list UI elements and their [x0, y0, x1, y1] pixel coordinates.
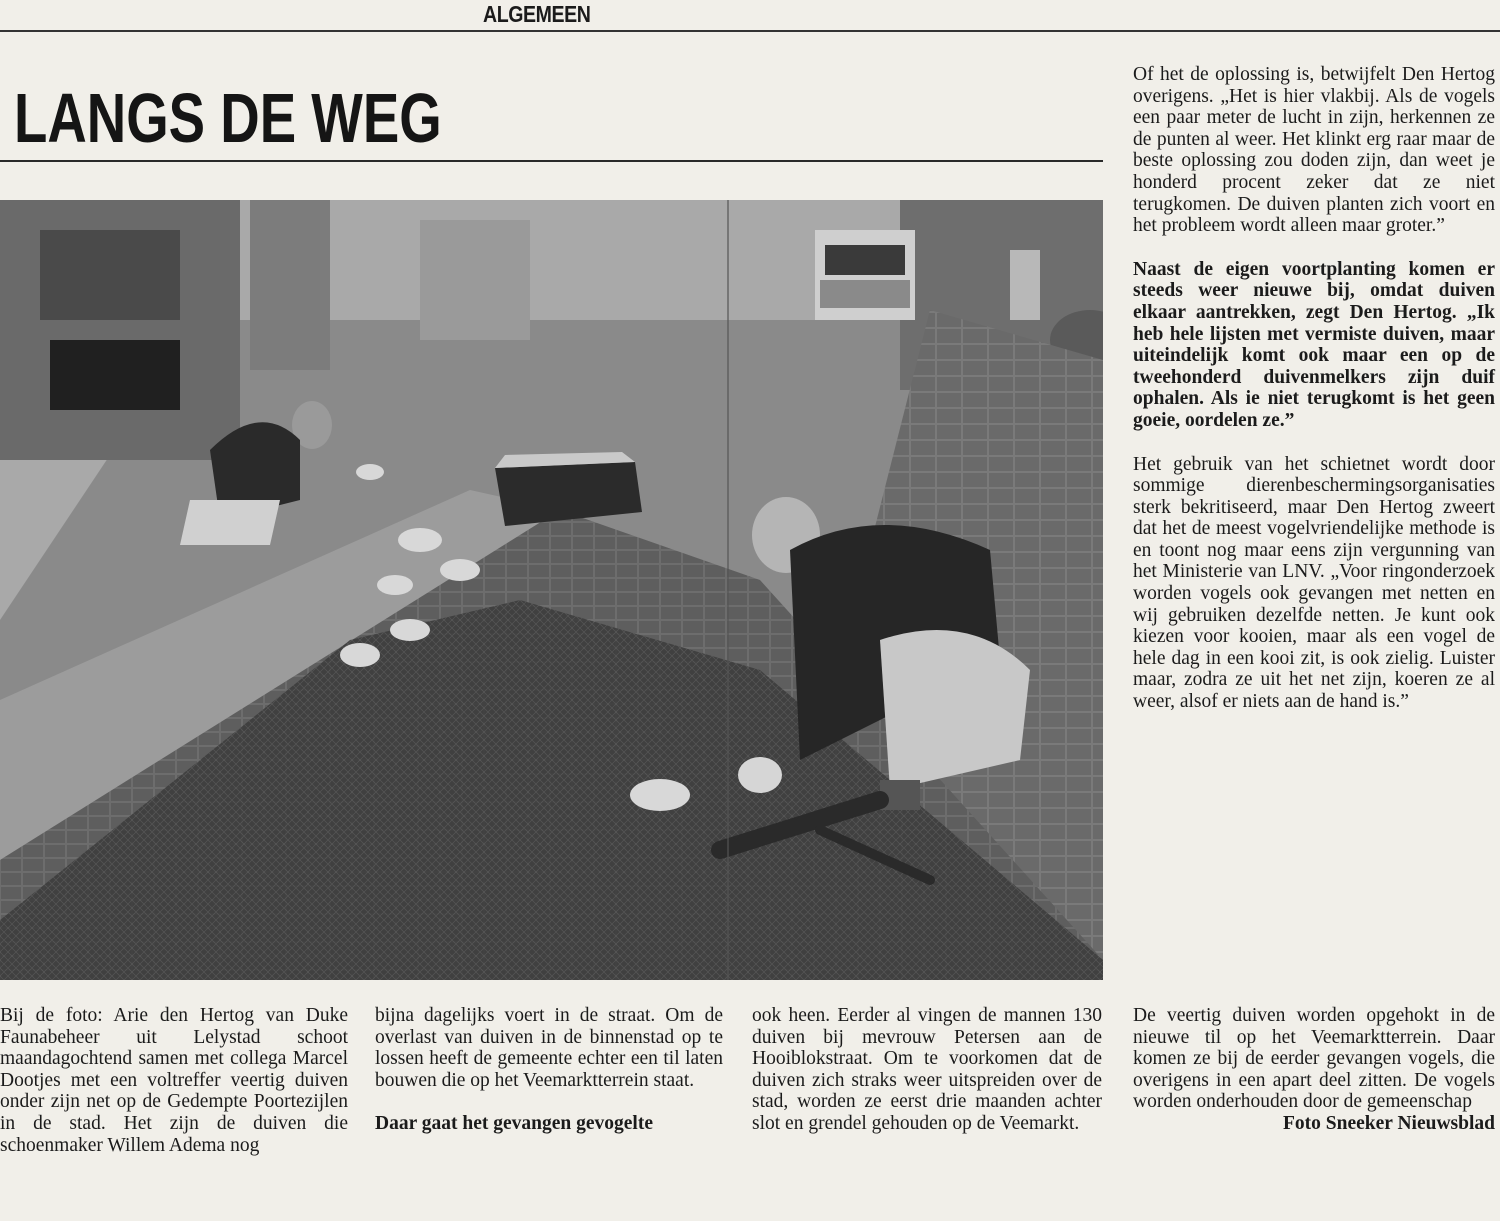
- caption-text-2b: Daar gaat het gevangen gevogelte: [375, 1113, 653, 1135]
- headline-rule: [0, 160, 1103, 162]
- photo-credit: Foto Sneeker Nieuwsblad: [1283, 1112, 1495, 1134]
- caption-column-3: [752, 1005, 1102, 1135]
- truck: [815, 230, 915, 320]
- paragraph-2: Naast de eigen voortplanting komen er steeds weer nieuwe bij, omdat duiven elkaar aantrekken, zegt Den Hertog. „Ik heb hele lijsten met vermiste duiven, maar uiteindelijk komt ook maar een op de tweehonderd duivenmelkers zijn duif ophalen. Als ie niet terugkomt is het geen goeie, oordelen ze.”: [1133, 258, 1495, 431]
- paragraph-1: Of het de oplossing is, betwijfelt Den Hertog overigens. „Het is hier vlakbij. Als de vogels een paar meter de lucht in zijn, herkennen ze de punten al weer. Het klinkt erg raar maar de beste oplossing zou doden zijn, dan weet je honderd procent zeker dat ze niet terugkomen. De duiven planten zich voort en het probleem wordt alleen maar groter.”: [1133, 64, 1495, 237]
- caption-column-1: [0, 1005, 348, 1156]
- paragraph-3: Het gebruik van het schietnet wordt door sommige dierenbeschermingsorganisaties sterk bekritiseerd, maar Den Hertog zweert dat het de meest vogelvriendelijke methode is en toont nog maar eens zijn vergunning van het Ministerie van LNV. „Voor ringonderzoek worden vogels ook gevangen met netten en wij gebruiken dezelfde netten. Je kunt ook kiezen voor kooien, maar als een vogel de hele dag in een kooi zit, is ook zielig. Luister maar, zodra ze uit het net zijn, koeren ze al weer, alsof er niets aan de hand is.”: [1133, 453, 1495, 713]
- caption-column-2: [375, 1005, 723, 1135]
- headline: LANGS DE WEG: [14, 79, 442, 157]
- top-rule: [0, 30, 1500, 32]
- news-photo: [0, 200, 1103, 980]
- caption-text-4: De veertig duiven worden opgehokt in de nieuwe til op het Veemarktterrein. Daar komen ze bij de eerder gevangen vogels, die overigens in een apart deel zitten. De vogels worden onderhouden door de gemeenschap: [1133, 1005, 1495, 1113]
- section-label: ALGEMEEN: [483, 1, 591, 27]
- caption-column-4: [1133, 1005, 1495, 1135]
- caption-text-2a: bijna dagelijks voert in de straat. Om de overlast van duiven in de binnenstad op te lossen heeft de gemeente echter een til laten bouwen die op het Veemarktterrein staat.: [375, 1005, 723, 1091]
- caption-text-3: ook heen. Eerder al vingen de mannen 130 duiven bij mevrouw Petersen aan de Hooiblokstraat. Om te voorkomen dat de duiven zich straks weer uitspreiden over de stad, worden ze eerst drie maanden achter slot en grendel gehouden op de Veemarkt.: [752, 1005, 1102, 1134]
- caption-text: Bij de foto: Arie den Hertog van Duke Faunabeheer uit Lelystad schoot maandagochtend samen met collega Marcel Dootjes met een voltreffer veertig duiven onder zijn net op de Gedempte Poortezijlen in de stad. Het zijn de duiven die schoenmaker Willem Adema nog: [0, 1005, 348, 1156]
- right-column: [1133, 64, 1495, 713]
